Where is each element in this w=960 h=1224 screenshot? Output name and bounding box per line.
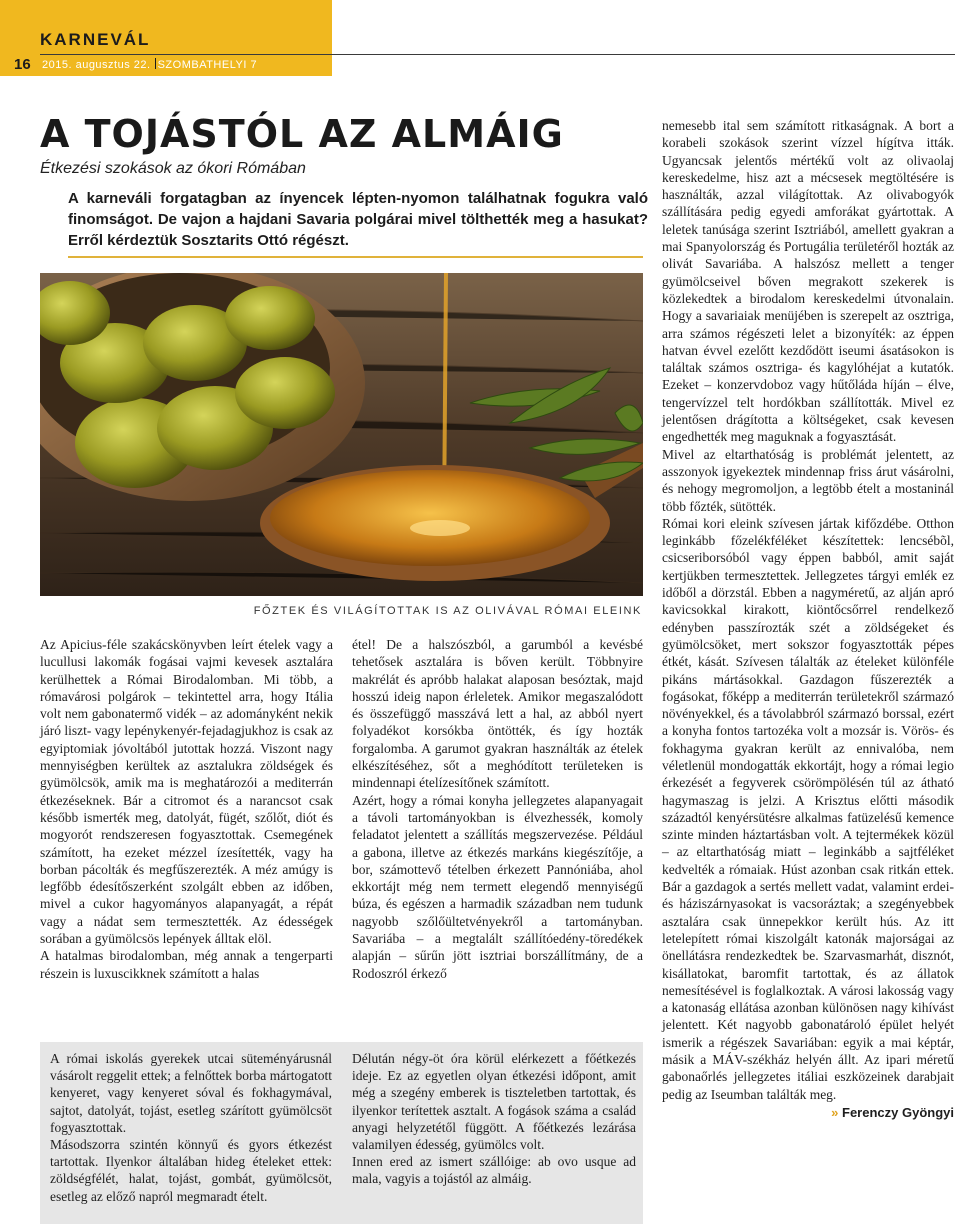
author-name: Ferenczy Gyöngyi <box>842 1104 954 1120</box>
page-number: 16 <box>14 56 31 73</box>
issue-date: 2015. augusztus 22. <box>42 59 151 71</box>
paragraph: Azért, hogy a római konyha jellegzetes alapanyagait a távoli tartományokban is élvezhessék, komoly feladatot jelentett a szállítás megszervezése. Például a gabona, illetve az étkezés markáns kiegészítője, a bor, számottevő tételben érkezett Pannóniába, ahol ekkortájt még nem termett elegendő mennyiségű búza, és egészen a harmadik században nem tudunk nagyobb szőlőültetvényekről a tartományban. Savariába – a megtalált szállítóedény-töredékek alapján – sűrűn jött isztriai borszállítmány, de a Rodoszról érkező <box>352 792 643 981</box>
olive-oil-photo <box>40 273 643 596</box>
article-column-1 <box>40 636 333 982</box>
section-title: KARNEVÁL <box>40 30 151 49</box>
publication-name: SZOMBATHELYI 7 <box>157 59 258 71</box>
paragraph: Másodszorra szintén könnyű és gyors étkezést tartottak. Ilyenkor általában hideg ételeket ettek: zöldségfélét, halat, tojást, gombát, gyümölcsöt, esetleg az előző napról megmaradt ételt. <box>50 1137 332 1204</box>
author-byline <box>662 1104 954 1121</box>
double-arrow-icon: » <box>831 1104 839 1120</box>
lead-underline <box>68 256 643 258</box>
paragraph: Mivel az eltarthatóság is problémát jelentett, az asszonyok igyekeztek mindennap friss árut vásárolni, és nehogy megromoljon, a legtöbb ételt a mostaninál több főzték, sütötték. <box>662 446 954 514</box>
paragraph: nemesebb ital sem számított ritkaságnak. A bort a korabeli szokások szerint vízzel hígítva itták. Ugyancsak jelentős mértékű volt az olivaolaj kereskedelme, hisz azt a mécsesek megtöltésére is használták, azzal világítottak. Az olivabogyók szállítására pedig egyedi amforákat gyártottak. A leletek tanúsága szerint Isztriából, amellett gyakran a mai Spanyolország és Portugália területéről hozták az olivát Savariába. A halszósz mellett a tenger gyümölcseivel bőven megrakott szekerek is közlekedtek a birodalom kereskedelmi útvonalain. Hogy a savariaiak menüjében is szerepelt az osztriga, arra számos régészeti lelet a bizonyíték: az éppen hatvan évvel ezelőtt kezdődött iseumi ásatásokon is találtak számos osztriga- és kagylóhéjat a kutatók. Ezeket – konzervdoboz vagy hűtőláda híján – élve, tengervízzel telt hordókban szállították. Mivel ez jelentősen drágította a költségeket, csak kevesen engedhették meg maguknak a fogyasztását. <box>662 118 954 445</box>
meta-separator <box>155 58 156 69</box>
header-rule <box>40 54 955 55</box>
paragraph: A hatalmas birodalomban, még annak a tengerparti részein is luxuscikknek számított a halas <box>40 948 333 981</box>
paragraph: Az Apicius-féle szakácskönyvben leírt ételek vagy a lucullusi lakomák fogásai vajmi kevesek asztalára kerülhettek a Római Birodalomban. Mi több, a rómavárosi polgárok – tekintettel arra, hogy Itália volt nem gabonatermő vidék – az adományként nekik járó liszt- vagy lepénykenyér-fejadagjukhoz is csak az egyiptomiak jóvoltából jutottak hozzá. Viszont nagy mennyiségben kerültek az asztalukra zöldségek és gyümölcsök, amik ma is meghatározói a mediterrán étkezéseknek. Bár a citromot és a narancsot csak később ismerték meg, datolyát, fügét, szőlőt, diót és mogyorót rendszeresen fogyasztottak. Csemegének számított, ha ezeket mézzel ízesítették, vagy ha borban pácolták és megfűszerezték. A méz amúgy is legfőbb édesítőszerként szolgált ebben az időben, mivel a cukor hagyományos alapanyagát, a répát vagy a nádat sem termesztették. Az édességek sorában a gyümölcsös lepények álltak elöl. <box>40 637 333 947</box>
paragraph: Délután négy-öt óra körül elérkezett a főétkezés ideje. Ez az egyetlen olyan étkezési időpont, amit még a szegény emberek is tiszteletben tartottak, és ilyenkor terítettek asztalt. A fogások száma a család anyagi helyzetétől függött. A főétkezés lezárása valamilyen édesség, gyümölcs volt. <box>352 1051 636 1153</box>
article-column-3 <box>662 117 954 1121</box>
paragraph: Római kori eleink szívesen jártak kifőzdébe. Otthon leginkább főzelékféléket készítettek: lencsébõl, csicseriborsóból vagy éppen babból, amit saját kertjükben termesztettek. Jellegzetes tárgyi emlék ez időből a dörzstál. Ebben a nagyméretű, az alján apró kavicsokkal kirakott, kiöntőcsőrrel rendelkező edényben passzírozták szét a zöldségeket és gyümölcsöket, mert sokszor fogyasztották pépes étkét, kását. Szívesen tálalták az ételeket különféle pikáns mártásokkal. Gazdagon fűszerezték a fogásokat, főképp a mediterrán területekről származó növényekkel, és a távolabbról származó borssal, ezért a konyha fontos tartozéka volt a mozsár is. Vörös- és fokhagyma gyakran került az ennivalóba, nem véletlenül mondogatták ekkortájt, hogy a római legio érkezését a fegyverek csörömpölésén túl az átható hagymaszag is jelzi. A Krisztus előtti második századtól kenyérsütésre alkalmas fatüzelésű kemence szinte minden háztartásban volt. A tejtermékek közül – az eltarthatóság miatt – leginkább a sajtféléket kedvelték a rómaiak. Húst azonban csak ritkán ettek. Bár a gazdagok a sertés mellett vadat, valamint erdei- és háziszárnyasokat is vacsoráztak; a szegényebbek asztalára csak ünnepekkor került hús. Az itt letelepített római kiszolgált katonák majorságai az önellátásra rendezkedtek be. Szarvasmarhát, disznót, kisállatokat, baromfit tartottak, és az állatok nemesítésével is foglalkoztak. A városi lakosság vagy a katonaság ellátása azonban különösen nagy kihívást jelentett. Két nagyobb gabonatároló épület helyét ismerik a régészek Savariában: egyik a mai képtár, másik a MÁV-székház helyén állt. Az ipari méretű gabonaőrlés jellegzetes itáliai eszközeinek darabjait pedig az Iseumban találták meg. <box>662 515 954 1102</box>
image-caption: FŐZTEK ÉS VILÁGÍTOTTAK IS AZ OLIVÁVAL RÓMAI ELEINK <box>253 605 642 617</box>
article-lead: A karneváli forgatagban az ínyencek lépten-nyomon találhatnak fogukra való finomságot. De vajon a hajdani Savaria polgárai mivel tölthették meg a hasukat? Erről kérdeztük Sosztarits Ottó régészt. <box>68 190 648 249</box>
sidebar-box-column-2 <box>352 1050 636 1188</box>
article-subtitle: Étkezési szokások az ókori Rómában <box>40 160 306 177</box>
issue-meta <box>42 58 257 71</box>
paragraph: Innen ered az ismert szállóige: ab ovo usque ad mala, vagyis a tojástól az almáig. <box>352 1154 636 1187</box>
article-title: A TOJÁSTÓL AZ ALMÁIG <box>40 112 564 156</box>
article-column-2 <box>352 636 643 982</box>
paragraph: A római iskolás gyerekek utcai süteményárusnál vásárolt reggelit ettek; a felnőttek borba mártogatott kenyeret, vagy kenyeret sóval és fokhagymával, sajtot, datolyát, tojást, esetleg szárított gyümölcsöt fogyasztottak. <box>50 1051 332 1135</box>
paragraph: étel! De a halszószból, a garumból a kevésbé tehetősek asztalára is bőven került. Többnyire makrélát és apróbb halakat alaposan besóztak, majd hosszú ideig napon érleletek. Amikor megaszalódott és összefüggő masszává lett a hal, az abból nyert folyadékot korsókba öntötték, és így hozták forgalomba. A garumot gyakran használták az ételek elkészítéséhez, sőt a meghódított területeken is mindennapi ételízesítőnek számított. <box>352 637 643 791</box>
sidebar-box-column-1 <box>50 1050 332 1205</box>
